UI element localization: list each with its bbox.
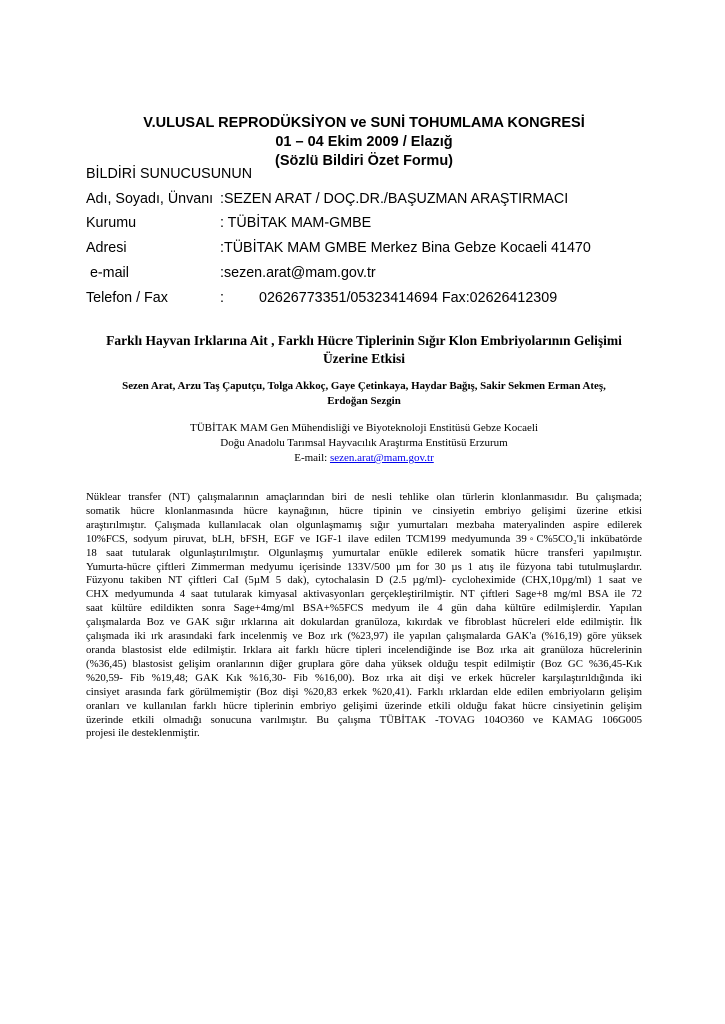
presenter-section-title: BİLDİRİ SUNUCUSUNUN — [86, 166, 253, 182]
affiliation-1: TÜBİTAK MAM Gen Mühendisliği ve Biyoteknoloji Enstitüsü Gebze Kocaeli — [189, 422, 538, 434]
congress-header — [86, 114, 642, 171]
abstract-line: Yumurta-hücre çiftleri Zimmerman medyumu içerisinde 133V/500 µm for 30 µs 1 atış ile füzyona tabi tutulmuşlardır. — [86, 560, 642, 573]
contact-email — [86, 451, 642, 466]
address-value: :TÜBİTAK MAM GMBE Merkez Bina Gebze Kocaeli 41470 — [220, 240, 591, 256]
abstract-line: CHX medyumunda 4 saat tutularak kimyasal aktivasyonları gerçekleştirilmiştir. NT çiftleri Sage+8 mg/ml BSA ile 72 — [86, 588, 642, 601]
congress-date: 01 – 04 Ekim 2009 / Elazığ — [275, 134, 453, 150]
email-label: e-mail — [86, 265, 129, 281]
name-label: Adı, Soyadı, Ünvanı — [86, 191, 214, 207]
abstract-line: araştırılmıştır. Çalışmada kullanılacak olan olgunlaşmamış sığır yumurtaları mezbaha materyalinden aspire edilerek — [86, 518, 642, 531]
congress-title: V.ULUSAL REPRODÜKSİYON ve SUNİ TOHUMLAMA KONGRESİ — [143, 115, 585, 131]
phone-colon: : — [220, 290, 224, 306]
phone-label: Telefon / Fax — [86, 290, 168, 306]
abstract-line: projesi ile desteklenmiştir. — [86, 727, 200, 740]
author-list — [86, 379, 642, 409]
abstract-line: 18 saat tutularak olgunlaştırılmıştır. Olgunlaşmış yumurtalar enükle edilerek somatik hücre transferi yapılmıştır. — [86, 546, 642, 559]
abstract-line: oranda blastosist elde edilmiştir. Irklara ait farklı hücre tipleri incelendiğinde ise Boz ırka ait granüloza hücrelerinin — [86, 643, 642, 656]
abstract-line: somatik hücre klonlanmasında hücre kaynağının, hücre tipinin ve cinsiyetin embriyo gelişimi üzerine etkisi — [86, 504, 642, 517]
abstract-line: (%36,45) blastosist gelişim oranlarının diğer gruplara göre daha yüksek olduğu tespit edilmiştir (Boz GC %36,45-Kık — [86, 657, 642, 670]
institution-label: Kurumu — [86, 215, 137, 231]
abstract-line: cinsiyet arasında fark görülmemiştir (Boz dişi %20,83 erkek %20,41). Farklı ırklardan elde edilen embriyoların gelişim — [86, 685, 642, 698]
institution-value: : TÜBİTAK MAM-GMBE — [220, 215, 372, 231]
name-value: :SEZEN ARAT / DOÇ.DR./BAŞUZMAN ARAŞTIRMACI — [220, 191, 569, 207]
abstract-line: çalışmalarda Boz ve GAK sığır ırklarına ait dokulardan granüloza, kıkırdak ve fibroblast hücreleri elde edilmiştir. İlk — [86, 616, 642, 629]
abstract-line: çalışmada iki ırk arasındaki fark incelenmiş ve Boz ırk (%23,97) ile yapılan çalışmalarda GAK'a (%16,19) göre yüksek — [86, 630, 642, 643]
abstract-line: 10%FCS, sodyum piruvat, bLH, bFSH, EGF ve IGF-1 ilave edilen TCM199 medyumunda 39◦C%5CO₂'li inkübatörde — [86, 532, 642, 545]
form-type: (Sözlü Bildiri Özet Formu) — [274, 153, 454, 169]
authors-line-1: Sezen Arat, Arzu Taş Çaputçu, Tolga Akkoç, Gaye Çetinkaya, Haydar Bağış, Sakir Sekmen Erman Ateş, — [122, 380, 606, 392]
paper-title-line-2: Üzerine Etkisi — [322, 351, 406, 366]
abstract-line: oranları ve kullanılan farklı hücre tiplerinin embriyo gelişimi üzerinde etkili olduğu fakat hücre cinsiyetinin gelişim — [86, 699, 642, 712]
abstract-line: Nüklear transfer (NT) çalışmalarının amaçlarından biri de nesli tehlike olan türlerin klonlanmasıdır. Bu çalışmada; — [86, 491, 642, 503]
authors-line-2: Erdoğan Sezgin — [327, 395, 401, 407]
email-prefix: E-mail: — [294, 452, 330, 464]
abstract-line: saat kültüre edildikten sonra Sage+4mg/ml BSA+%5FCS medyum ile 4 gün daha kültüre edilmişlerdir. Yapılan — [86, 602, 642, 615]
address-label: Adresi — [86, 240, 127, 256]
paper-title-line-1: Farklı Hayvan Irklarına Ait , Farklı Hücre Tiplerinin Sığır Klon Embriyolarının Gelişimi — [106, 333, 622, 348]
paper-title — [86, 332, 642, 368]
affiliations — [86, 421, 642, 466]
email-link[interactable]: sezen.arat@mam.gov.tr — [329, 452, 434, 464]
abstract-body — [86, 491, 642, 741]
email-value: :sezen.arat@mam.gov.tr — [220, 265, 376, 281]
abstract-line: Füzyonu takiben NT çiftleri CaI (5µM 5 dak), cytochalasin D (2.5 µg/ml)- cycloheximide (CHX,10µg/ml) 1 saat ve — [86, 574, 642, 587]
phone-value: 02626773351/05323414694 Fax:02626412309 — [259, 290, 558, 306]
affiliation-2: Doğu Anadolu Tarımsal Hayvacılık Araştırma Enstitüsü Erzurum — [220, 437, 508, 449]
abstract-line: %20,59- Fib %19,48; GAK Kık %16,30- Fib %16,00). Boz ırka ait dişi ve erkek hücreler karşılaştırıldığında iki — [86, 671, 642, 684]
abstract-line: üzerinde etkili olmadığı sonucuna varılmıştır. Bu çalışma TÜBİTAK -TOVAG 104O360 ve KAMAG 106G005 — [86, 713, 642, 726]
